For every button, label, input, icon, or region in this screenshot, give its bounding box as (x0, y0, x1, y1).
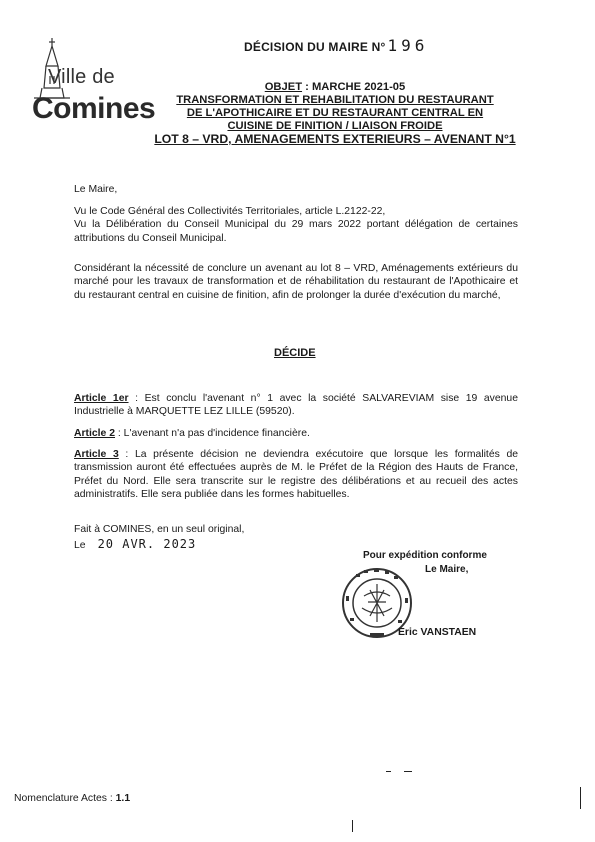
decide-heading: DÉCIDE (274, 347, 316, 359)
date-prefix: Le (74, 540, 86, 551)
article-3 (74, 448, 518, 502)
vu-code-general: Vu le Code Général des Collectivités Territoriales, article L.2122-22, (74, 206, 386, 217)
logo-text-comines: Comines (32, 92, 156, 125)
objet-label: OBJET (264, 81, 303, 93)
logo-text-ville-de: Ville de (48, 66, 115, 88)
article-2-label: Article 2 (74, 428, 116, 439)
pour-expedition-conforme: Pour expédition conforme (363, 550, 487, 561)
scan-speck (352, 820, 353, 832)
date-line (74, 537, 244, 553)
decision-number: 196 (387, 36, 429, 55)
fait-a-comines: Fait à COMINES, en un seul original, (74, 524, 245, 535)
article-1-label: Article 1er (74, 393, 129, 404)
nomenclature-value: 1.1 (115, 793, 131, 804)
objet-lot-line: LOT 8 – VRD, AMENAGEMENTS EXTERIEURS – AVENANT N°1 (154, 132, 516, 146)
decision-title (244, 36, 428, 55)
le-maire-heading: Le Maire, (74, 184, 118, 195)
article-2-text: : L'avenant n'a pas d'incidence financière. (115, 428, 310, 439)
objet-line: DE L'APOTHICAIRE ET DU RESTAURANT CENTRAL EN (186, 107, 484, 119)
article-2 (74, 427, 518, 440)
objet-line: TRANSFORMATION ET REHABILITATION DU RESTAURANT (176, 94, 494, 106)
scan-speck (404, 771, 412, 772)
date-stamp: 20 AVR. 2023 (97, 537, 197, 551)
nomenclature-label: Nomenclature Actes : (14, 793, 113, 804)
closing-block (74, 522, 244, 553)
signer-name: Eric VANSTAEN (398, 627, 477, 638)
decision-label: DÉCISION DU MAIRE N° (244, 40, 386, 54)
scan-speck (580, 787, 581, 809)
vu-paragraphs (74, 205, 518, 245)
scan-speck (386, 771, 391, 772)
objet-first-line (152, 81, 518, 94)
le-maire-signature: Le Maire, (425, 564, 469, 575)
objet-marche: : MARCHE 2021-05 (302, 81, 406, 93)
article-3-text: : La présente décision ne deviendra exécutoire que lorsque les formalités de transmission auront été effectuées auprès de M. le Préfet de la Région des Hauts de France, Préfet du Nord. Elle sera transcrite sur le registre des délibérations et au recueil des actes administratifs. Elle sera publiée dans les formes habituelles. (74, 449, 518, 501)
article-1 (74, 392, 518, 419)
vu-deliberation: Vu la Délibération du Conseil Municipal du 29 mars 2022 portant délégation de certaines attributions du Conseil Municipal. (74, 219, 518, 244)
article-3-label: Article 3 (74, 449, 119, 460)
objet-line: CUISINE DE FINITION / LIAISON FROIDE (227, 120, 443, 132)
article-1-text: : Est conclu l'avenant n° 1 avec la société SALVAREVIAM sise 19 avenue Industrielle à MARQUETTE LEZ LILLE (59520). (74, 393, 518, 418)
footer-nomenclature (14, 793, 130, 804)
considerant-paragraph: Considérant la nécessité de conclure un avenant au lot 8 – VRD, Aménagements extérieurs du marché pour les travaux de transformation et de réhabilitation du restaurant de l'Apothicaire et du restaurant central en cuisine de finition, afin de prolonger la durée d'exécution du marché, (74, 263, 518, 301)
objet-block (152, 81, 518, 146)
